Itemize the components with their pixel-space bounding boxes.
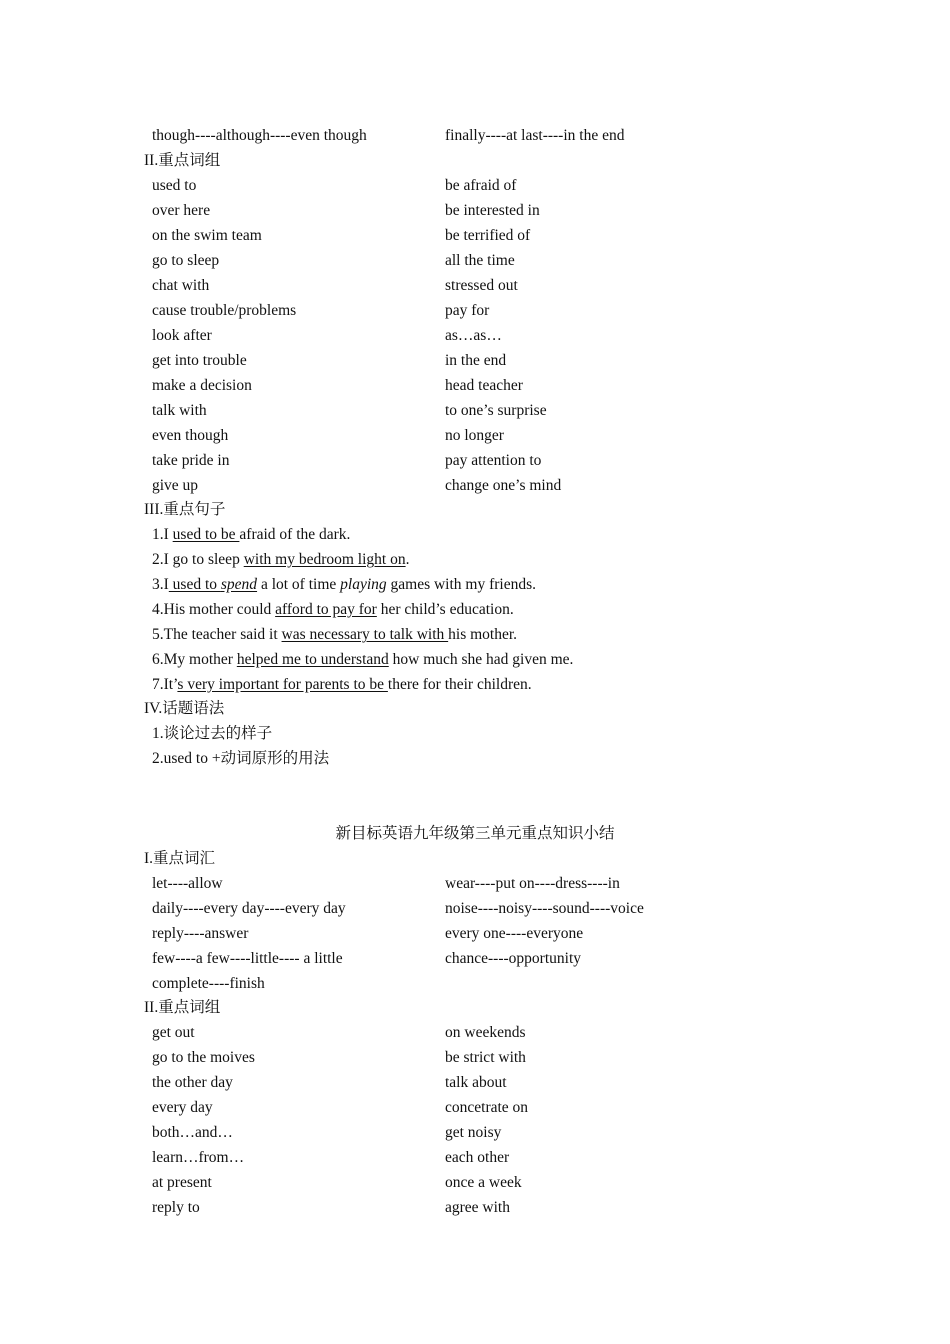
vocab-left: daily----every day----every day xyxy=(152,900,346,917)
phrase-left: over here xyxy=(152,202,211,219)
phrase-left: even though xyxy=(152,427,229,444)
phrase-right: all the time xyxy=(445,252,515,269)
section-heading: IV.话题语法 xyxy=(144,700,225,717)
phrase-right: concetrate on xyxy=(445,1099,529,1116)
sentence-3: 3.I used to spend a lot of time playing games with my friends. xyxy=(152,576,537,593)
phrase-right: head teacher xyxy=(445,377,523,394)
phrase-right: pay for xyxy=(445,302,490,319)
phrase-right: pay attention to xyxy=(445,452,542,469)
phrase-right: be terrified of xyxy=(445,227,531,244)
phrase-right: in the end xyxy=(445,352,507,369)
phrase-right: on weekends xyxy=(445,1024,526,1041)
phrase-left: at present xyxy=(152,1174,212,1191)
sentence-7: 7.It’s very important for parents to be there for their children. xyxy=(152,676,532,693)
top-row-right: finally----at last----in the end xyxy=(445,127,625,144)
phrase-left: make a decision xyxy=(152,377,252,394)
phrase-left: look after xyxy=(152,327,212,344)
phrase-left: used to xyxy=(152,177,197,194)
phrase-left: talk with xyxy=(152,402,207,419)
underlined-phrase: helped me to understand xyxy=(236,651,389,668)
sentence-5: 5.The teacher said it was necessary to talk with his mother. xyxy=(152,626,518,643)
underlined-phrase: was necessary to talk with xyxy=(281,626,449,643)
phrase-right: stressed out xyxy=(445,277,518,294)
underlined-phrase: used to be xyxy=(172,526,240,543)
phrase-left: reply to xyxy=(152,1199,200,1216)
phrase-right: change one’s mind xyxy=(445,477,562,494)
unit-title: 新目标英语九年级第三单元重点知识小结 xyxy=(335,825,615,842)
phrase-right: as…as… xyxy=(445,327,502,344)
top-row-left: though----although----even though xyxy=(152,127,367,144)
phrase-left: cause trouble/problems xyxy=(152,302,297,319)
section-heading: II.重点词组 xyxy=(144,152,221,169)
phrase-left: chat with xyxy=(152,277,210,294)
grammar-item: 1.谈论过去的样子 xyxy=(152,725,273,742)
phrase-right: talk about xyxy=(445,1074,507,1091)
phrase-left: on the swim team xyxy=(152,227,262,244)
phrase-left: both…and… xyxy=(152,1124,233,1141)
underlined-phrase: afford to pay for xyxy=(275,601,377,618)
vocab-left: complete----finish xyxy=(152,975,265,992)
sentence-4: 4.His mother could afford to pay for her child’s education. xyxy=(152,601,514,618)
phrase-right: be strict with xyxy=(445,1049,526,1066)
section-heading: I.重点词汇 xyxy=(144,850,216,867)
phrase-right: each other xyxy=(445,1149,510,1166)
phrase-right: once a week xyxy=(445,1174,522,1191)
section-heading: III.重点句子 xyxy=(144,501,226,518)
phrase-right: get noisy xyxy=(445,1124,502,1141)
phrase-right: be interested in xyxy=(445,202,540,219)
phrase-left: learn…from… xyxy=(152,1149,245,1166)
phrase-right: to one’s surprise xyxy=(445,402,547,419)
section-heading: II.重点词组 xyxy=(144,999,221,1016)
underlined-phrase: s very important for parents to be xyxy=(177,676,388,693)
phrase-left: every day xyxy=(152,1099,213,1116)
grammar-item: 2.used to +动词原形的用法 xyxy=(152,750,330,767)
phrase-left: the other day xyxy=(152,1074,233,1091)
underlined-phrase: used to spend xyxy=(168,576,258,593)
phrase-left: get into trouble xyxy=(152,352,247,369)
italic-word: playing xyxy=(340,576,387,593)
vocab-right: noise----noisy----sound----voice xyxy=(445,900,644,917)
underlined-phrase: with my bedroom light on xyxy=(243,551,406,568)
vocab-left: few----a few----little---- a little xyxy=(152,950,343,967)
phrase-left: give up xyxy=(152,477,199,494)
sentence-2: 2.I go to sleep with my bedroom light on. xyxy=(152,551,410,568)
phrase-left: get out xyxy=(152,1024,195,1041)
vocab-left: reply----answer xyxy=(152,925,249,942)
phrase-left: go to the moives xyxy=(152,1049,255,1066)
phrase-right: no longer xyxy=(445,427,504,444)
vocab-left: let----allow xyxy=(152,875,223,892)
vocab-right: wear----put on----dress----in xyxy=(445,875,620,892)
vocab-right: every one----everyone xyxy=(445,925,584,942)
phrase-right: be afraid of xyxy=(445,177,517,194)
sentence-1: 1.I used to be afraid of the dark. xyxy=(152,526,351,543)
phrase-left: go to sleep xyxy=(152,252,220,269)
phrase-left: take pride in xyxy=(152,452,230,469)
vocab-right: chance----opportunity xyxy=(445,950,581,967)
sentence-6: 6.My mother helped me to understand how much she had given me. xyxy=(152,651,574,668)
phrase-right: agree with xyxy=(445,1199,510,1216)
